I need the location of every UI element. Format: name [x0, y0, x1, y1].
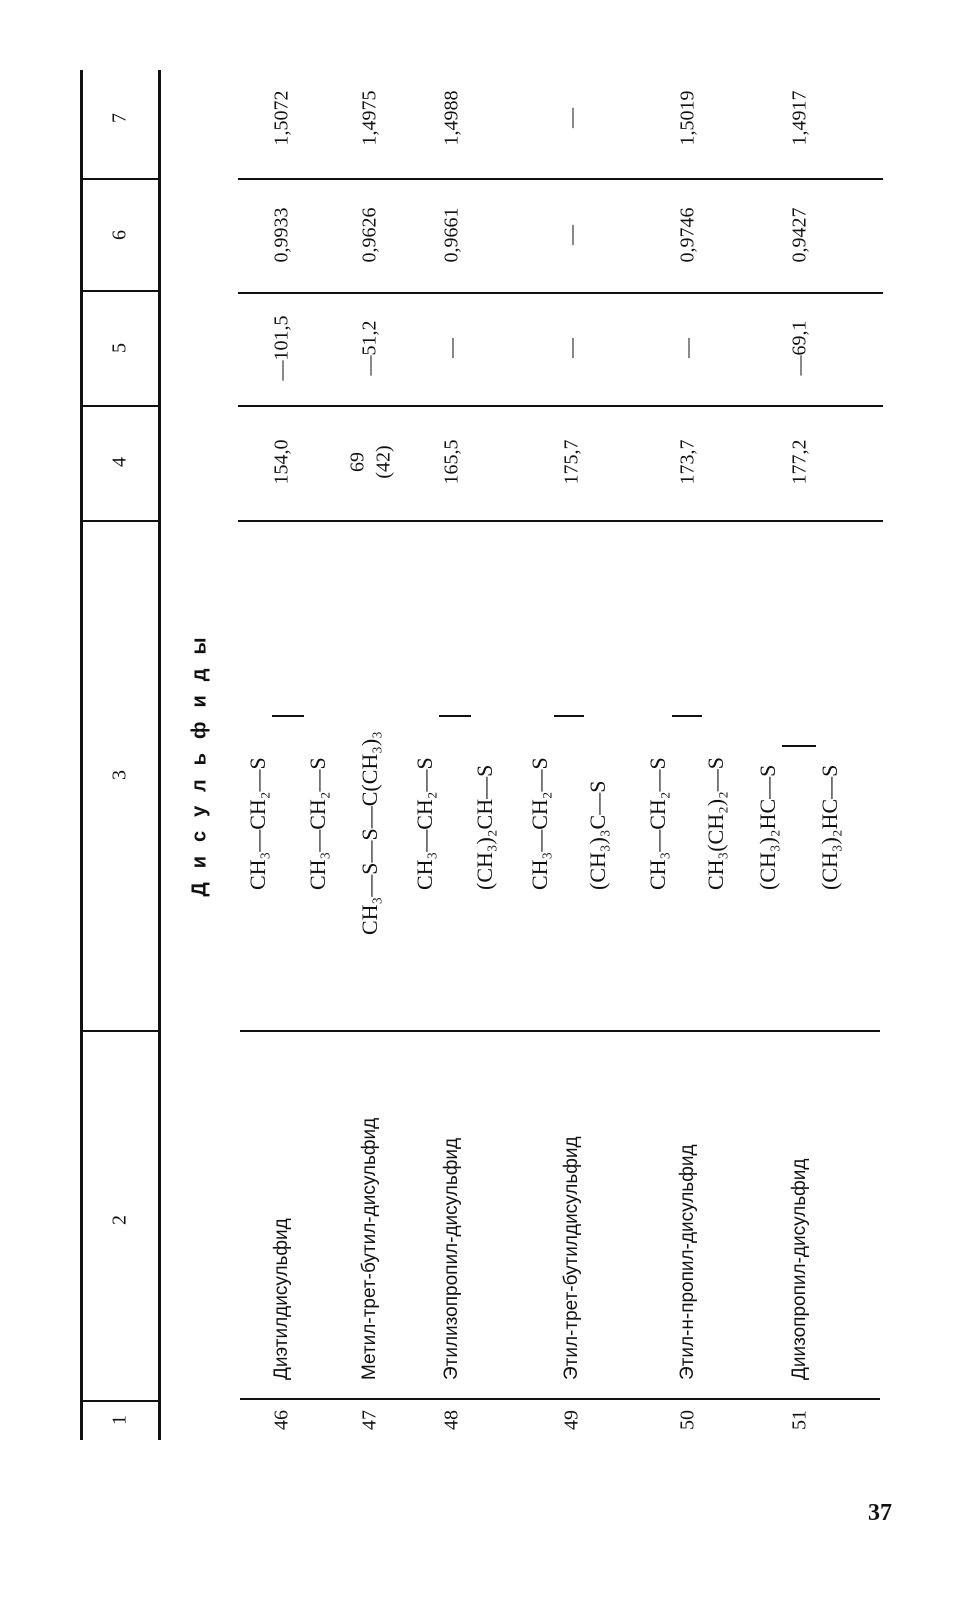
- header-col-5: 5: [108, 343, 131, 353]
- body-sep-col2: [240, 1030, 880, 1032]
- cell-bp-note: (42): [372, 445, 395, 479]
- formula-line: CH₃(CH₂)₂—S: [703, 756, 728, 890]
- header-bottom-rule: [158, 70, 161, 1440]
- row-name: Этил-трет-бутилдисульфид: [561, 1136, 582, 1380]
- formula-line: CH₃—CH₂—S: [412, 757, 437, 890]
- row-name: Этил-н-пропил-дисульфид: [677, 1144, 698, 1380]
- row-number: 48: [440, 1410, 463, 1430]
- cell-bp: 177,2: [788, 439, 811, 485]
- cell-refraction: 1,4917: [788, 90, 811, 146]
- cell-density: 0,9746: [676, 207, 699, 263]
- cell-density: 0,9626: [358, 207, 381, 263]
- row-number: 51: [788, 1410, 811, 1430]
- cell-density: —: [560, 225, 583, 245]
- header-column-separator: [83, 1030, 158, 1032]
- header-column-separator: [83, 405, 158, 407]
- cell-density: 0,9427: [788, 207, 811, 263]
- header-col-7: 7: [108, 113, 131, 123]
- row-name: Этилизопропил-дисульфид: [441, 1137, 462, 1380]
- header-column-separator: [83, 520, 158, 522]
- cell-bp: 154,0: [270, 439, 293, 485]
- cell-refraction: 1,5072: [270, 90, 293, 146]
- header-col-4: 4: [108, 457, 131, 467]
- row-name: Диизопропил-дисульфид: [789, 1158, 810, 1380]
- cell-refraction: —: [560, 108, 583, 128]
- formula-line: CH₃—CH₂—S: [527, 757, 552, 890]
- header-column-separator: [83, 178, 158, 180]
- cell-bp: 175,7: [560, 439, 583, 485]
- disulfide-bond: [272, 715, 304, 717]
- formula-line: (CH₃)₂HC—S: [817, 764, 842, 890]
- header-col-2: 2: [108, 1215, 131, 1225]
- header-column-separator: [83, 1400, 158, 1402]
- header-col-3: 3: [108, 770, 131, 780]
- cell-refraction: 1,4988: [440, 90, 463, 146]
- header-column-separator: [83, 290, 158, 292]
- cell-bp: 165,5: [440, 439, 463, 485]
- formula-line: (CH₃)₂CH—S: [472, 764, 497, 890]
- body-sep-col5: [238, 292, 883, 294]
- cell-mp: —51,2: [358, 320, 381, 376]
- disulfide-bond: [782, 745, 816, 747]
- section-title: Дисульфиды: [188, 623, 211, 897]
- header-col-1: 1: [108, 1415, 131, 1425]
- cell-density: 0,9933: [270, 207, 293, 263]
- formula-line: (CH₃)₃C—S: [585, 780, 610, 890]
- formula-line: CH₃—CH₂—S: [645, 757, 670, 890]
- cell-bp: 69: [346, 452, 369, 472]
- body-sep-col4: [238, 405, 883, 407]
- body-sep-col6: [238, 178, 883, 180]
- formula-line: CH₃—CH₂—S: [305, 757, 330, 890]
- row-number: 50: [676, 1410, 699, 1430]
- row-number: 46: [270, 1410, 293, 1430]
- cell-mp: —69,1: [788, 320, 811, 376]
- table-top-rule: [80, 70, 83, 1440]
- row-name: Диэтилдисульфид: [271, 1218, 292, 1380]
- header-col-6: 6: [108, 230, 131, 240]
- formula-line: CH₃—CH₂—S: [245, 757, 270, 890]
- cell-refraction: 1,4975: [358, 90, 381, 146]
- page-number: 37: [868, 1500, 892, 1526]
- cell-density: 0,9661: [440, 207, 463, 263]
- disulfide-bond: [554, 715, 584, 717]
- cell-refraction: 1,5019: [676, 90, 699, 146]
- body-sep-col3: [238, 520, 883, 522]
- cell-mp: —101,5: [270, 315, 293, 381]
- row-number: 49: [560, 1410, 583, 1430]
- cell-mp: —: [440, 338, 463, 358]
- body-sep-col1: [240, 1398, 880, 1400]
- formula-line: CH₃—S—S—C(CH₃)₃: [357, 731, 382, 935]
- disulfide-bond: [672, 715, 702, 717]
- formula-line: (CH₃)₂HC—S: [755, 764, 780, 890]
- row-name: Метил-трет-бутил-дисульфид: [359, 1117, 380, 1380]
- row-number: 47: [358, 1410, 381, 1430]
- cell-mp: —: [676, 338, 699, 358]
- cell-mp: —: [560, 338, 583, 358]
- disulfide-bond: [439, 715, 471, 717]
- cell-bp: 173,7: [676, 439, 699, 485]
